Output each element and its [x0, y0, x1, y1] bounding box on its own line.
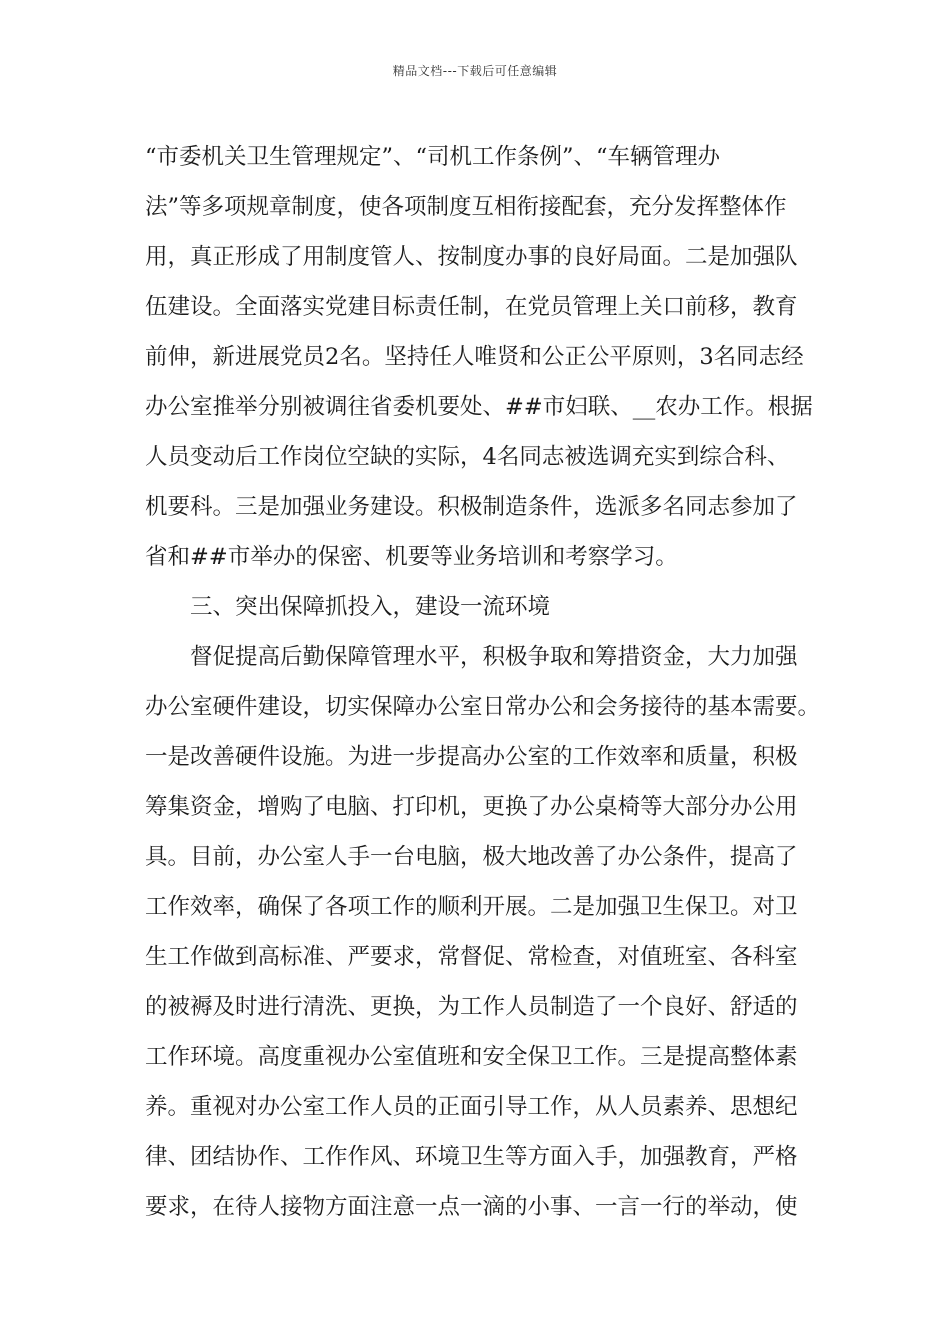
text-line: 办公室硬件建设，切实保障办公室日常办公和会务接待的基本需要。 — [145, 694, 821, 720]
text-line: 督促提高后勤保障管理水平，积极争取和筹措资金，大力加强 — [190, 644, 798, 670]
text-line: 省和##市举办的保密、机要等业务培训和考察学习。 — [145, 544, 678, 570]
text-line: 法”等多项规章制度，使各项制度互相衔接配套，充分发挥整体作 — [145, 194, 787, 220]
text-line: 用，真正形成了用制度管人、按制度办事的良好局面。二是加强队 — [145, 244, 798, 270]
text-line: 养。重视对办公室工作人员的正面引导工作，从人员素养、思想纪 — [145, 1094, 798, 1120]
text-line: 伍建设。全面落实党建目标责任制，在党员管理上关口前移，教育 — [145, 294, 798, 320]
text-line: 具。目前，办公室人手一台电脑，极大地改善了办公条件，提高了 — [145, 844, 798, 870]
text-line: 工作效率，确保了各项工作的顺利开展。二是加强卫生保卫。对卫 — [145, 894, 798, 920]
text-line: 机要科。三是加强业务建设。积极制造条件，选派多名同志参加了 — [145, 494, 798, 520]
text-line: 办公室推举分别被调往省委机要处、##市妇联、__农办工作。根据 — [145, 394, 813, 420]
page-header: 精品文档---下载后可任意编辑 — [392, 64, 558, 78]
document-body — [145, 132, 825, 1232]
text-line: 人员变动后工作岗位空缺的实际，4名同志被选调充实到综合科、 — [145, 444, 790, 470]
text-line: 的被褥及时进行清洗、更换，为工作人员制造了一个良好、舒适的 — [145, 994, 798, 1020]
text-line: 一是改善硬件设施。为进一步提高办公室的工作效率和质量，积极 — [145, 744, 798, 770]
text-line: 要求，在待人接物方面注意一点一滴的小事、一言一行的举动，使 — [145, 1194, 798, 1220]
text-line: 律、团结协作、工作作风、环境卫生等方面入手，加强教育，严格 — [145, 1144, 798, 1170]
text-line: “市委机关卫生管理规定”、“司机工作条例”、“车辆管理办 — [145, 144, 721, 170]
text-line: 工作环境。高度重视办公室值班和安全保卫工作。三是提高整体素 — [145, 1044, 798, 1070]
section-heading: 三、突出保障抓投入，建设一流环境 — [190, 594, 551, 620]
text-line: 前伸，新进展党员2名。坚持任人唯贤和公正公平原则，3名同志经 — [145, 344, 804, 370]
text-line: 生工作做到高标准、严要求，常督促、常检查，对值班室、各科室 — [145, 944, 798, 970]
text-line: 筹集资金，增购了电脑、打印机，更换了办公桌椅等大部分办公用 — [145, 794, 798, 820]
